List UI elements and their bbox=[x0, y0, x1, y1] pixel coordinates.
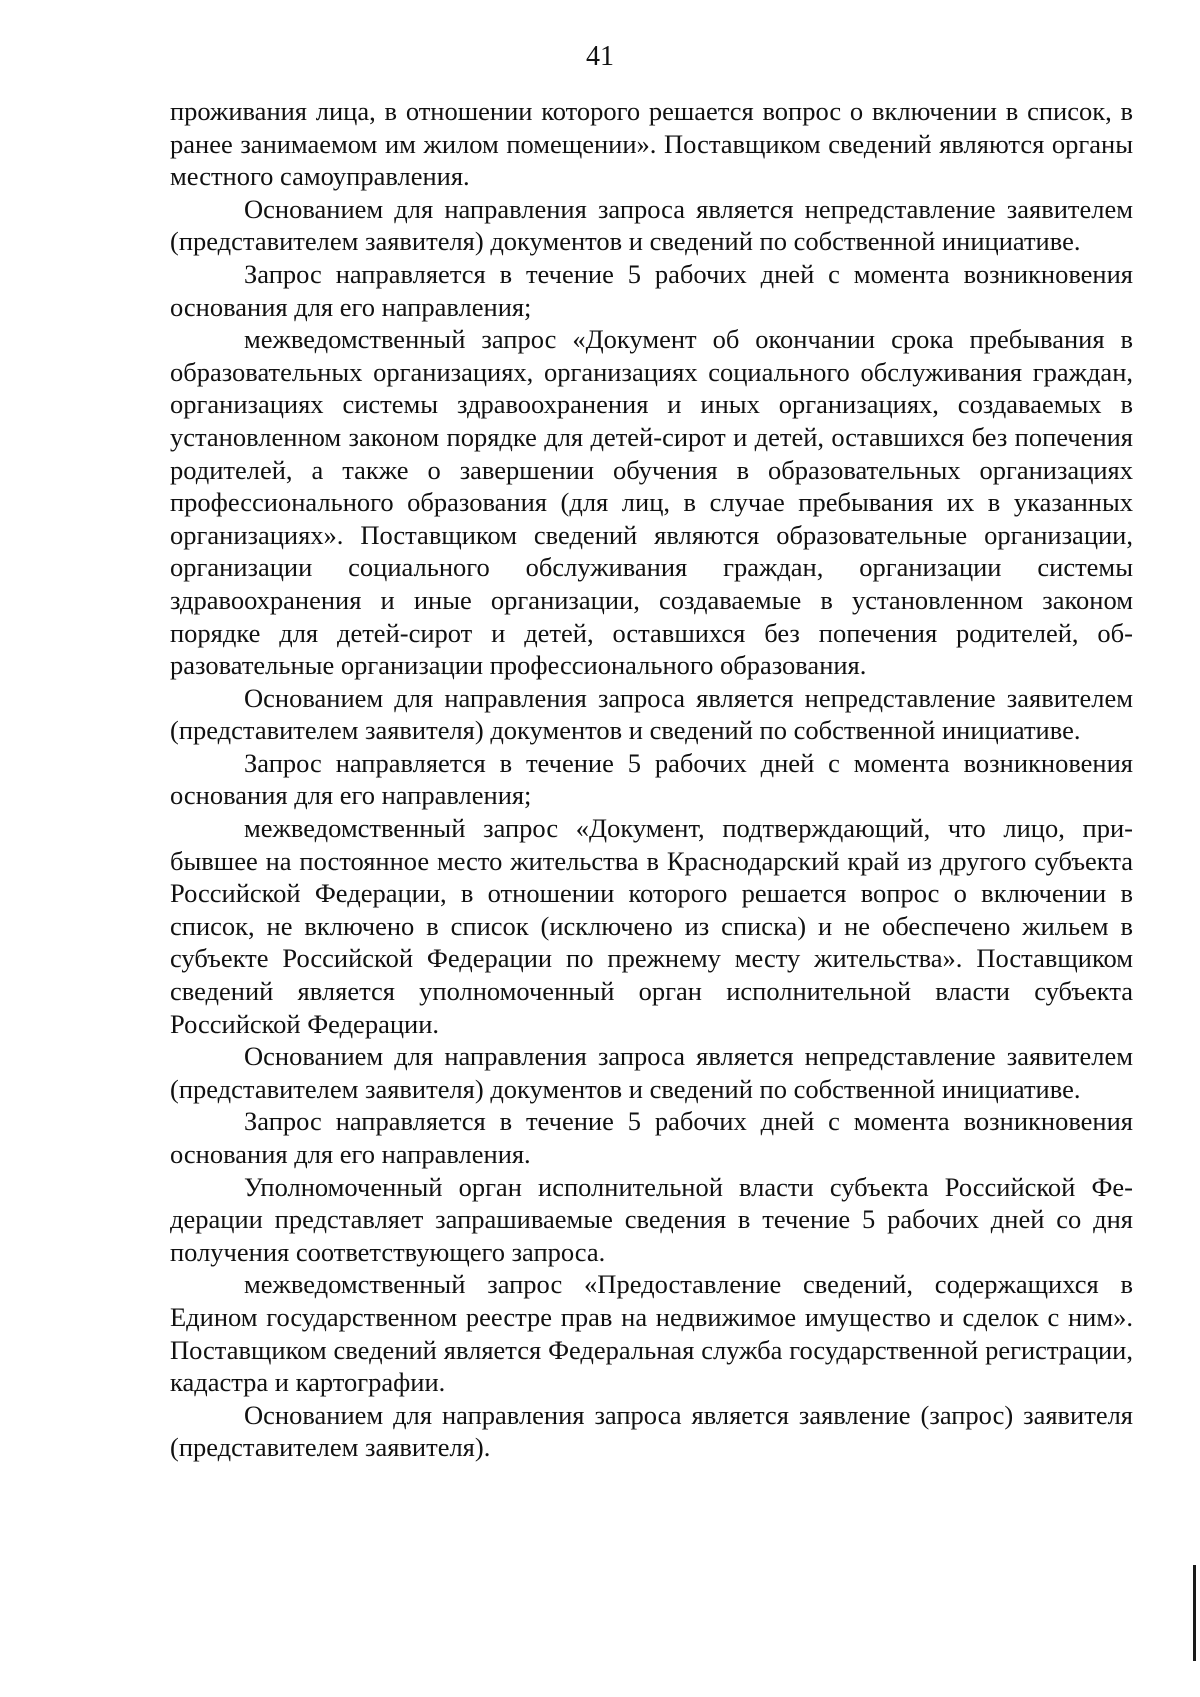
paragraph: Уполномоченный орган исполнительной власти субъекта Российской Федерации представляет запрашиваемые сведения в течение 5 рабочих дней со дня получения соответствующего запроса. bbox=[170, 1171, 1133, 1267]
paragraph: Запрос направляется в течение 5 рабочих дней с момента возникновения основания для его направления; bbox=[170, 747, 1133, 811]
paragraph: межведомственный запрос «Предоставление сведений, содержащихся в Едином государственном реестре прав на недвижимое имущество и сделок с ним». Поставщиком сведений является Федеральная служба государственной регистрации, кадастра и картографии. bbox=[170, 1269, 1133, 1398]
paragraph: Основанием для направления запроса является непредставление заявителем (представителем заявителя) документов и сведений по собственной инициативе. bbox=[170, 193, 1133, 257]
paragraph: Запрос направляется в течение 5 рабочих дней с момента возникновения основания для его направления. bbox=[170, 1106, 1133, 1169]
paragraph: Основанием для направления запроса является заявление (запрос) заявителя (представителем заявителя). bbox=[170, 1399, 1133, 1463]
paragraph: межведомственный запрос «Документ об окончании срока пребывания в образовательных организациях, организациях социального обслуживания граждан, организациях системы здравоохранения и иных организациях, создаваемых в установленном законом порядке для детей-сирот и детей, оставшихся без попечения родителей, а также о завершении обучения в образовательных организациях профессионального образования (для лиц, в случае пребывания их в указанных организациях». Поставщиком сведений являются образовательные организации, организации социального обслуживания граждан, организации системы здравоохранения и иные организации, создаваемые в установленном законом порядке для детей-сирот и детей, оставшихся без попечения родителей, образовательные организации профессионального образования. bbox=[170, 324, 1133, 681]
paragraph: Запрос направляется в течение 5 рабочих дней с момента возникновения основания для его направления; bbox=[170, 258, 1133, 322]
scan-edge-mark bbox=[1193, 1565, 1196, 1661]
paragraph: межведомственный запрос «Документ, подтверждающий, что лицо, прибывшее на постоянное место жительства в Краснодарский край из другого субъекта Российской Федерации, в отношении которого решается вопрос о включении в список, не включено в список (исключено из списка) и не обеспечено жильем в субъекте Российской Федерации по прежнему месту жительства». Поставщиком сведений является уполномоченный орган исполнительной власти субъекта Российской Федерации. bbox=[170, 813, 1133, 1039]
paragraph: проживания лица, в отношении которого решается вопрос о включении в список, в ранее занимаемом им жилом помещении». Поставщиком сведений являются органы местного самоуправления. bbox=[170, 96, 1133, 192]
document-body bbox=[170, 95, 1133, 1464]
page-number: 41 bbox=[586, 41, 614, 72]
paragraph: Основанием для направления запроса является непредставление заявителем (представителем заявителя) документов и сведений по собственной инициативе. bbox=[170, 682, 1133, 746]
paragraph: Основанием для направления запроса является непредставление заявителем (представителем заявителя) документов и сведений по собственной инициативе. bbox=[170, 1041, 1133, 1104]
